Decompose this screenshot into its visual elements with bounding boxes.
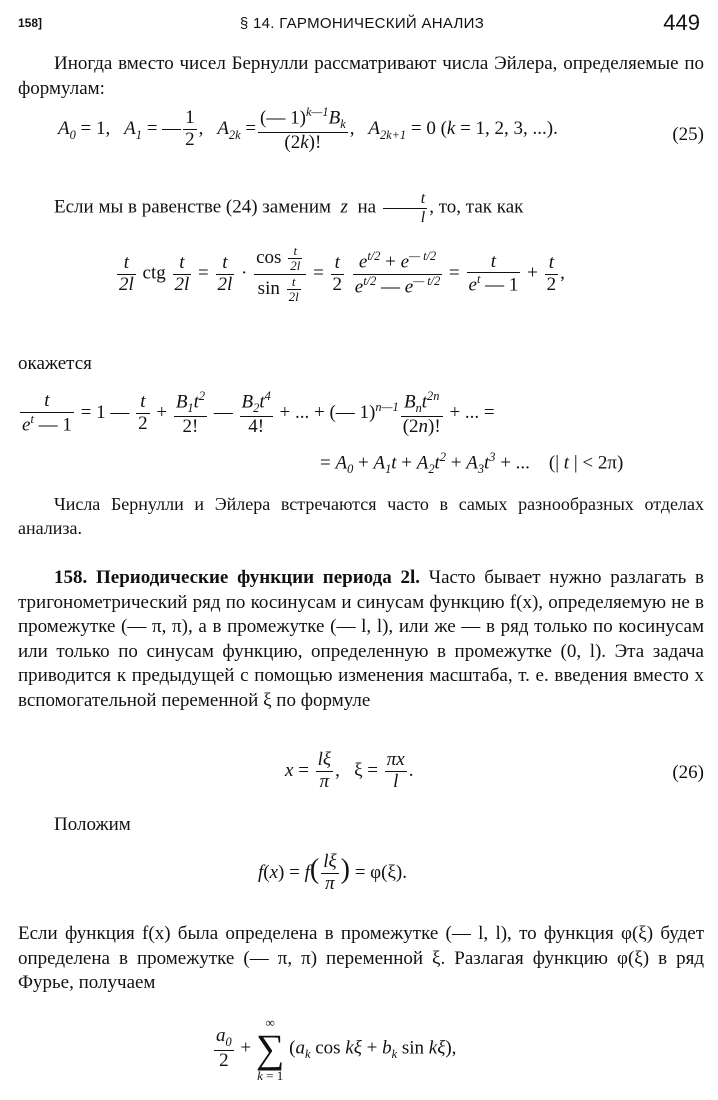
substitution-text-b: на [357, 196, 377, 218]
substitution-text-a: Если мы в равенстве (24) заменим [54, 196, 332, 218]
formula-bernoulli-series: $\frac{t}{e^t — 1}$ = 1 — $\frac{t}{2}$ + $\frac{B_1t^2}{2!}$ — $\frac{B_2t^4}{4!}$ + ... + (— 1)$^{n—1}$ $\frac{B_nt^{2n}}{(2n)!}$ + ... = [22, 389, 495, 437]
paragraph-substitution: Если мы в равенстве (24) заменим z на $\frac{t}{l}$ , то, так как [54, 190, 524, 226]
formula-phi-definition: f(x) = f( $\frac{l\xi}{\pi}$ ) = φ(ξ). [258, 851, 408, 894]
paragraph-euler-numbers: Иногда вместо чисел Бернулли рассматривают числа Эйлера, определяемые по формулам: [18, 53, 704, 99]
substitution-text-c: , то, так как [429, 196, 524, 218]
paragraph-fourier: Если функция f(x) была определена в промежутке (— l, l), то функция φ(ξ) будет определена в промежутке (— π, π) переменной ξ. Разлагая функцию φ(ξ) в ряд Фурье, получаем [18, 923, 704, 993]
equation-number-26: (26) [672, 762, 704, 783]
formula-scale-change: x = $\frac{l\xi}{\pi}$ , ξ = $\frac{\pi x}{l}$ . [285, 749, 414, 792]
formula-cotangent: $\frac{t}{2l}$ ctg $\frac{t}{2l}$ = $\frac{t}{2l}$ · cos $\frac{t}{2l}$ sin $\frac{t}{2l}$ = $\frac{t}{2}$ $\frac{e^{t/2} + e^{— t/2}}{e^{t/2} — e^{— t/2}}$ = $\frac{t}{e^t — 1}$ + $\frac{t}{2}$ , [119, 243, 565, 304]
word-okazhetsya: окажется [18, 353, 92, 374]
running-header [18, 6, 706, 36]
equation-number-25: (25) [672, 124, 704, 145]
section-158-text: Часто бывает нужно разлагать в тригонометрический ряд по косинусам и синусам функцию f(x), определяемую не в промежутке (— π, π), а в промежутке (— l, l), или же — в ряд только по косинусам или только по синусам функцию, определенную в промежутке (0, l). Эта задача приводится к предыдущей с помощью изменения масштаба, т. е. введения вместо x вспомогательной переменной ξ по формуле [18, 567, 705, 711]
header-section-number: 158] [18, 16, 43, 30]
header-running-title: § 14. ГАРМОНИЧЕСКИЙ АНАЛИЗ [239, 15, 485, 32]
formula-euler-numbers: $A_0 = 1$, $A_1$ = — $\frac{1}{2}$ , $A_{2k}$ = $\frac{(— 1)^{k—1}B_k}{(2k)!}$ , $A_{2k+1} = 0$ (k = 1, 2, 3, ...). [58, 105, 558, 153]
formula-euler-series: = $A_0 + A_1t + A_2t^2 + A_3t^3$ + ... (| t | < 2π) [320, 450, 624, 477]
paragraph-note: Числа Бернулли и Эйлера встречаются часто в самых разнообразных отделах анализа. [18, 494, 704, 538]
section-158 [18, 566, 704, 713]
section-158-title: 158. Периодические функции периода 2l. [54, 567, 420, 588]
header-page-number: 449 [663, 10, 700, 35]
word-polozhim: Положим [54, 814, 131, 835]
formula-fourier-series: $\frac{a_0}{2}$ + ∞ ∑ k = 1 ($a_k$ $\cos k\xi + b_k$ sin kξ), [216, 1015, 457, 1083]
